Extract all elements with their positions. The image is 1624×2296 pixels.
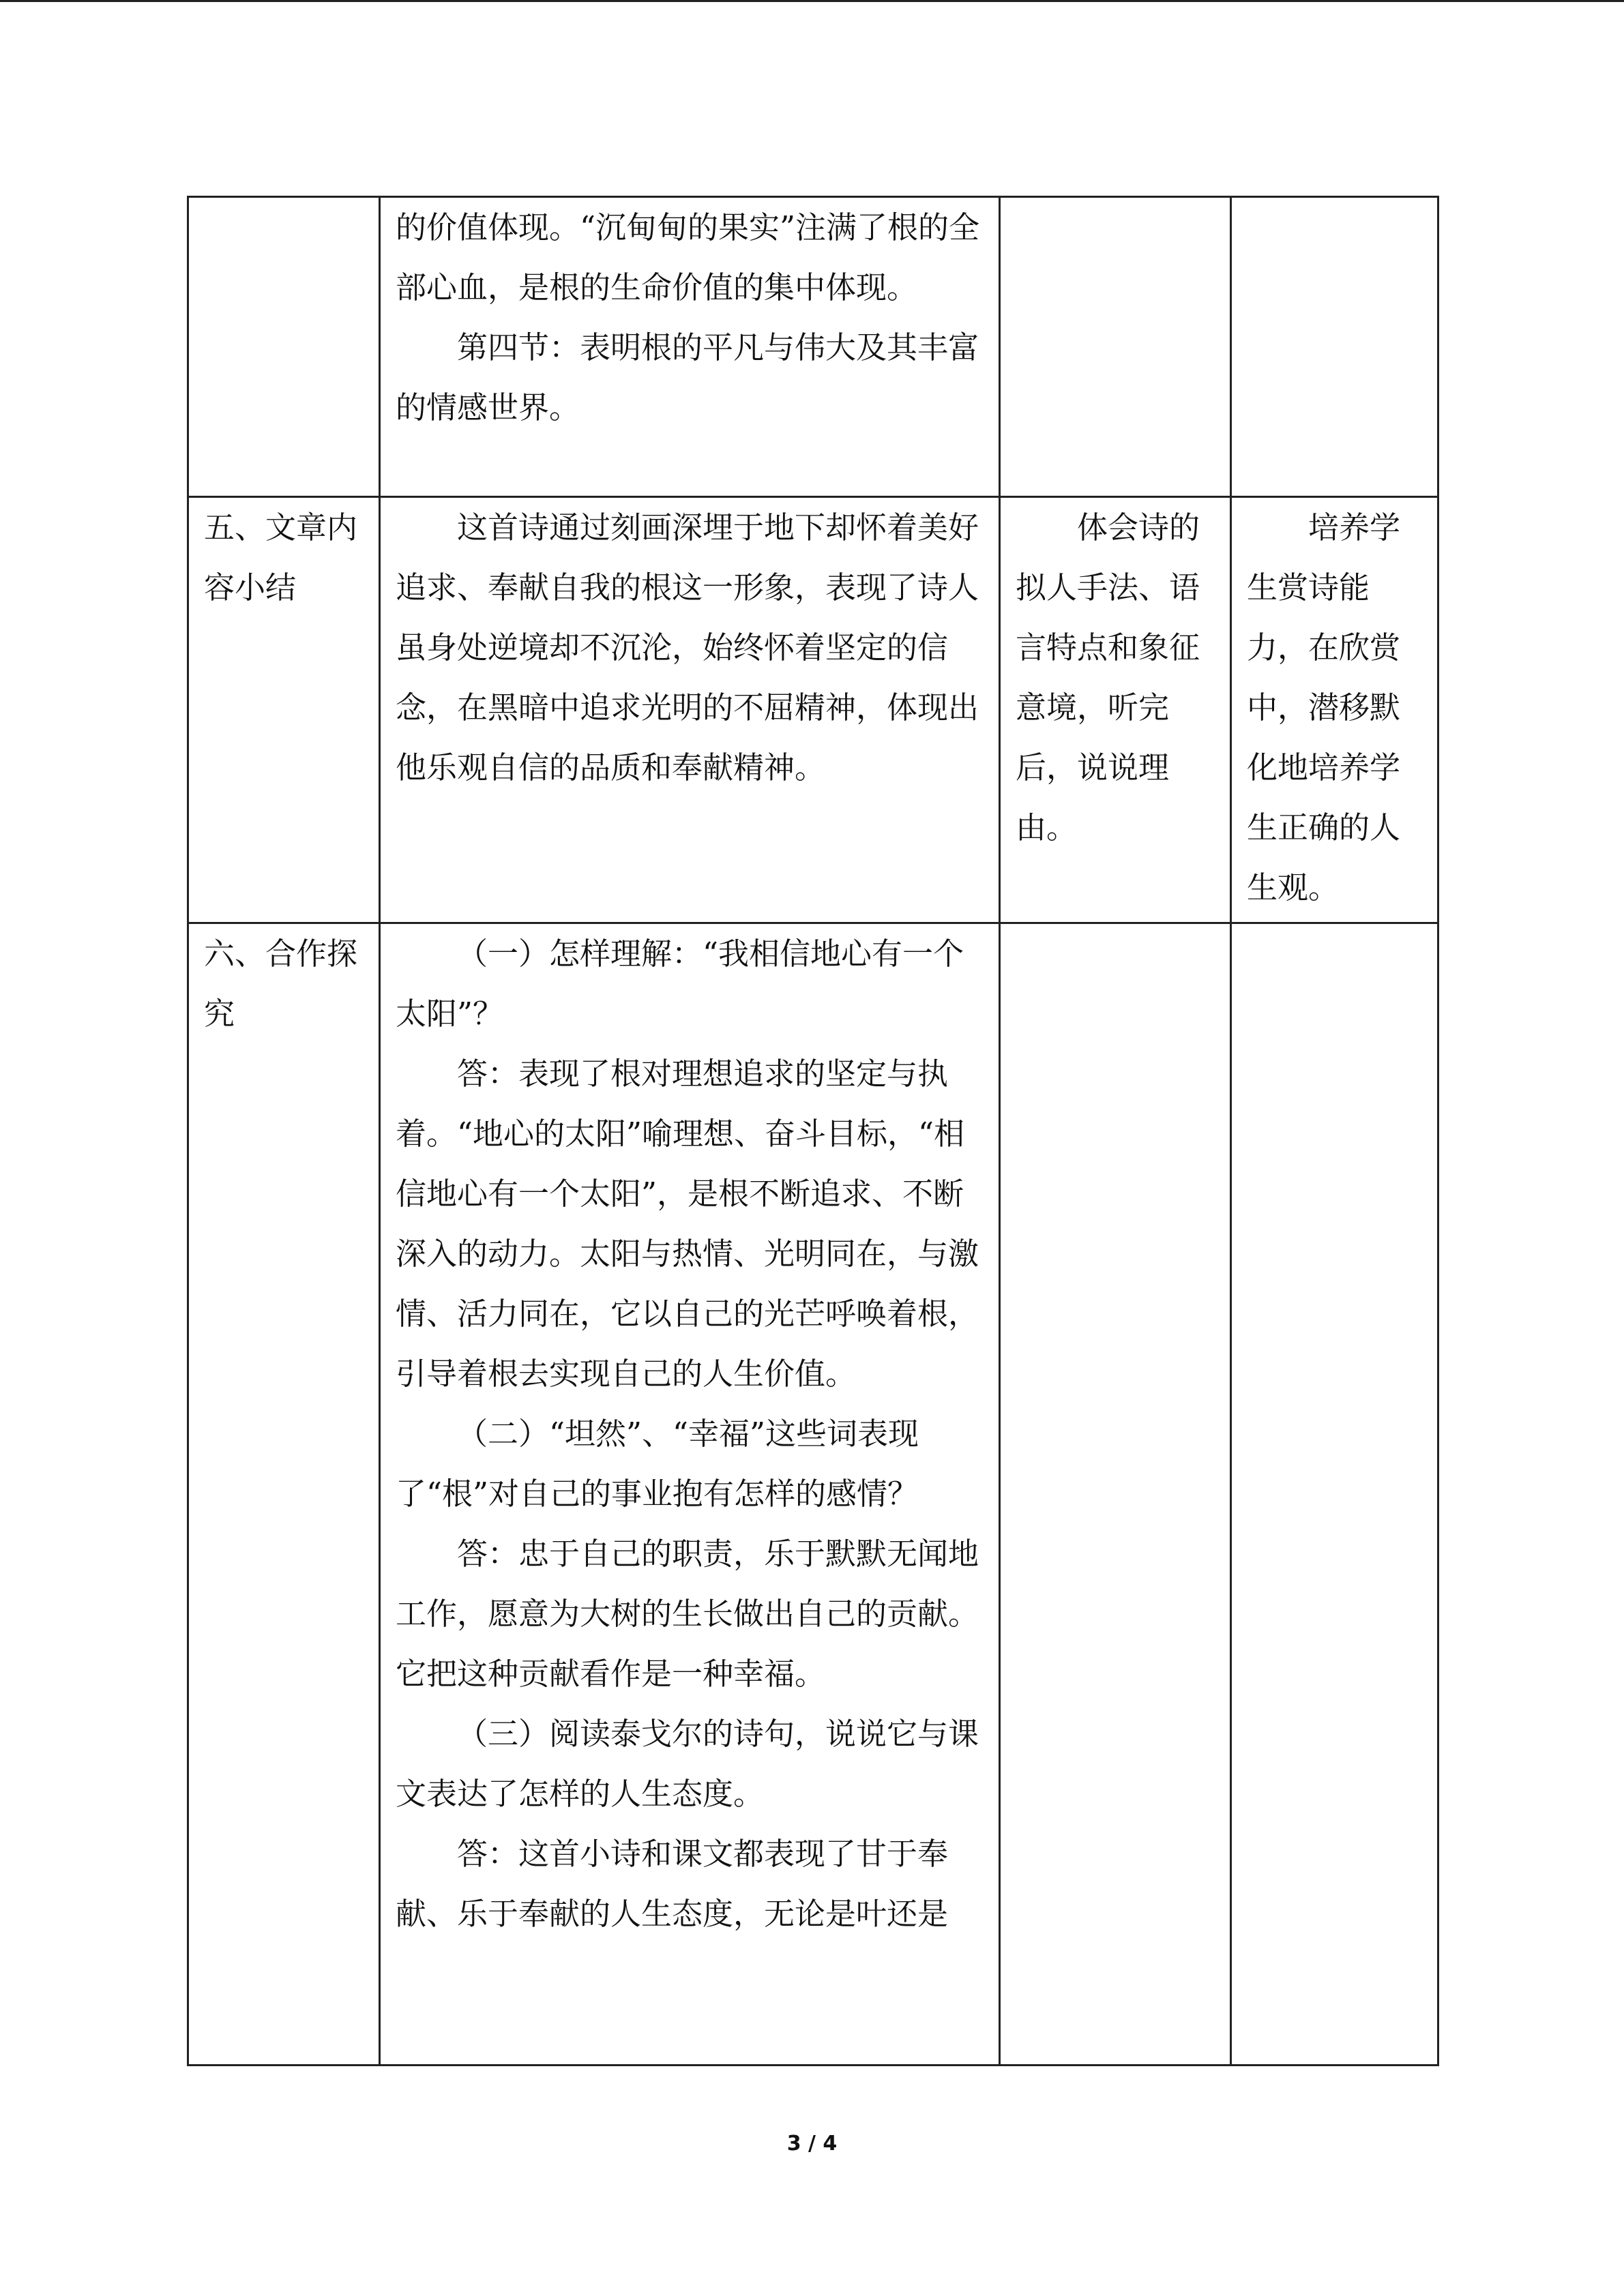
activity-cell bbox=[1000, 497, 1231, 923]
content-cell bbox=[380, 197, 1000, 497]
content-cell bbox=[380, 923, 1000, 2066]
purpose-cell bbox=[1231, 197, 1438, 497]
content-paragraph: （一）怎样理解：“我相信地心有一个太阳”？ bbox=[396, 936, 964, 1032]
content-paragraph: （二）“坦然”、“幸福”这些词表现了“根”对自己的事业抱有怎样的感情？ bbox=[396, 1416, 919, 1512]
stage-label: 六、合作探究 bbox=[204, 936, 358, 1032]
content-cell bbox=[380, 497, 1000, 923]
content-paragraph: 答：这首小诗和课文都表现了甘于奉献、乐于奉献的人生态度，无论是叶还是 bbox=[396, 1836, 949, 1932]
page-number: 3 / 4 bbox=[786, 2132, 838, 2156]
content-paragraph: 答：忠于自己的职责，乐于默默无闻地工作，愿意为大树的生长做出自己的贡献。它把这种贡献看作是一种幸福。 bbox=[396, 1536, 979, 1692]
table-row bbox=[188, 197, 1438, 497]
purpose-cell bbox=[1231, 497, 1438, 923]
purpose-cell bbox=[1231, 923, 1438, 2066]
activity-cell bbox=[1000, 197, 1231, 497]
content-paragraph: （三）阅读泰戈尔的诗句，说说它与课文表达了怎样的人生态度。 bbox=[396, 1716, 979, 1812]
table-row bbox=[188, 923, 1438, 2066]
page-top-border bbox=[0, 0, 1624, 2]
purpose-text: 培养学生赏诗能力，在欣赏中，潜移默化地培养学生正确的人生观。 bbox=[1247, 509, 1401, 906]
lesson-plan-table bbox=[187, 196, 1439, 2066]
activity-cell bbox=[1000, 923, 1231, 2066]
stage-cell bbox=[188, 497, 380, 923]
content-paragraph: 答：表现了根对理想追求的坚定与执着。“地心的太阳”喻理想、奋斗目标，“相信地心有一个太阳”，是根不断追求、不断深入的动力。太阳与热情、光明同在，与激情、活力同在，它以自己的光芒呼唤着根，引导着根去实现自己的人生价值。 bbox=[396, 1056, 979, 1392]
stage-label: 五、文章内容小结 bbox=[204, 509, 358, 606]
stage-cell bbox=[188, 923, 380, 2066]
content-paragraph: 的价值体现。“沉甸甸的果实”注满了根的全部心血，是根的生命价值的集中体现。 bbox=[396, 209, 980, 305]
activity-text: 体会诗的拟人手法、语言特点和象征意境，听完后，说说理由。 bbox=[1016, 509, 1200, 846]
table-row bbox=[188, 497, 1438, 923]
content-paragraph: 这首诗通过刻画深埋于地下却怀着美好追求、奉献自我的根这一形象，表现了诗人虽身处逆境却不沉沦，始终怀着坚定的信念，在黑暗中追求光明的不屈精神，体现出他乐观自信的品质和奉献精神。 bbox=[396, 509, 979, 786]
stage-cell bbox=[188, 197, 380, 497]
content-paragraph: 第四节：表明根的平凡与伟大及其丰富的情感世界。 bbox=[396, 329, 979, 426]
